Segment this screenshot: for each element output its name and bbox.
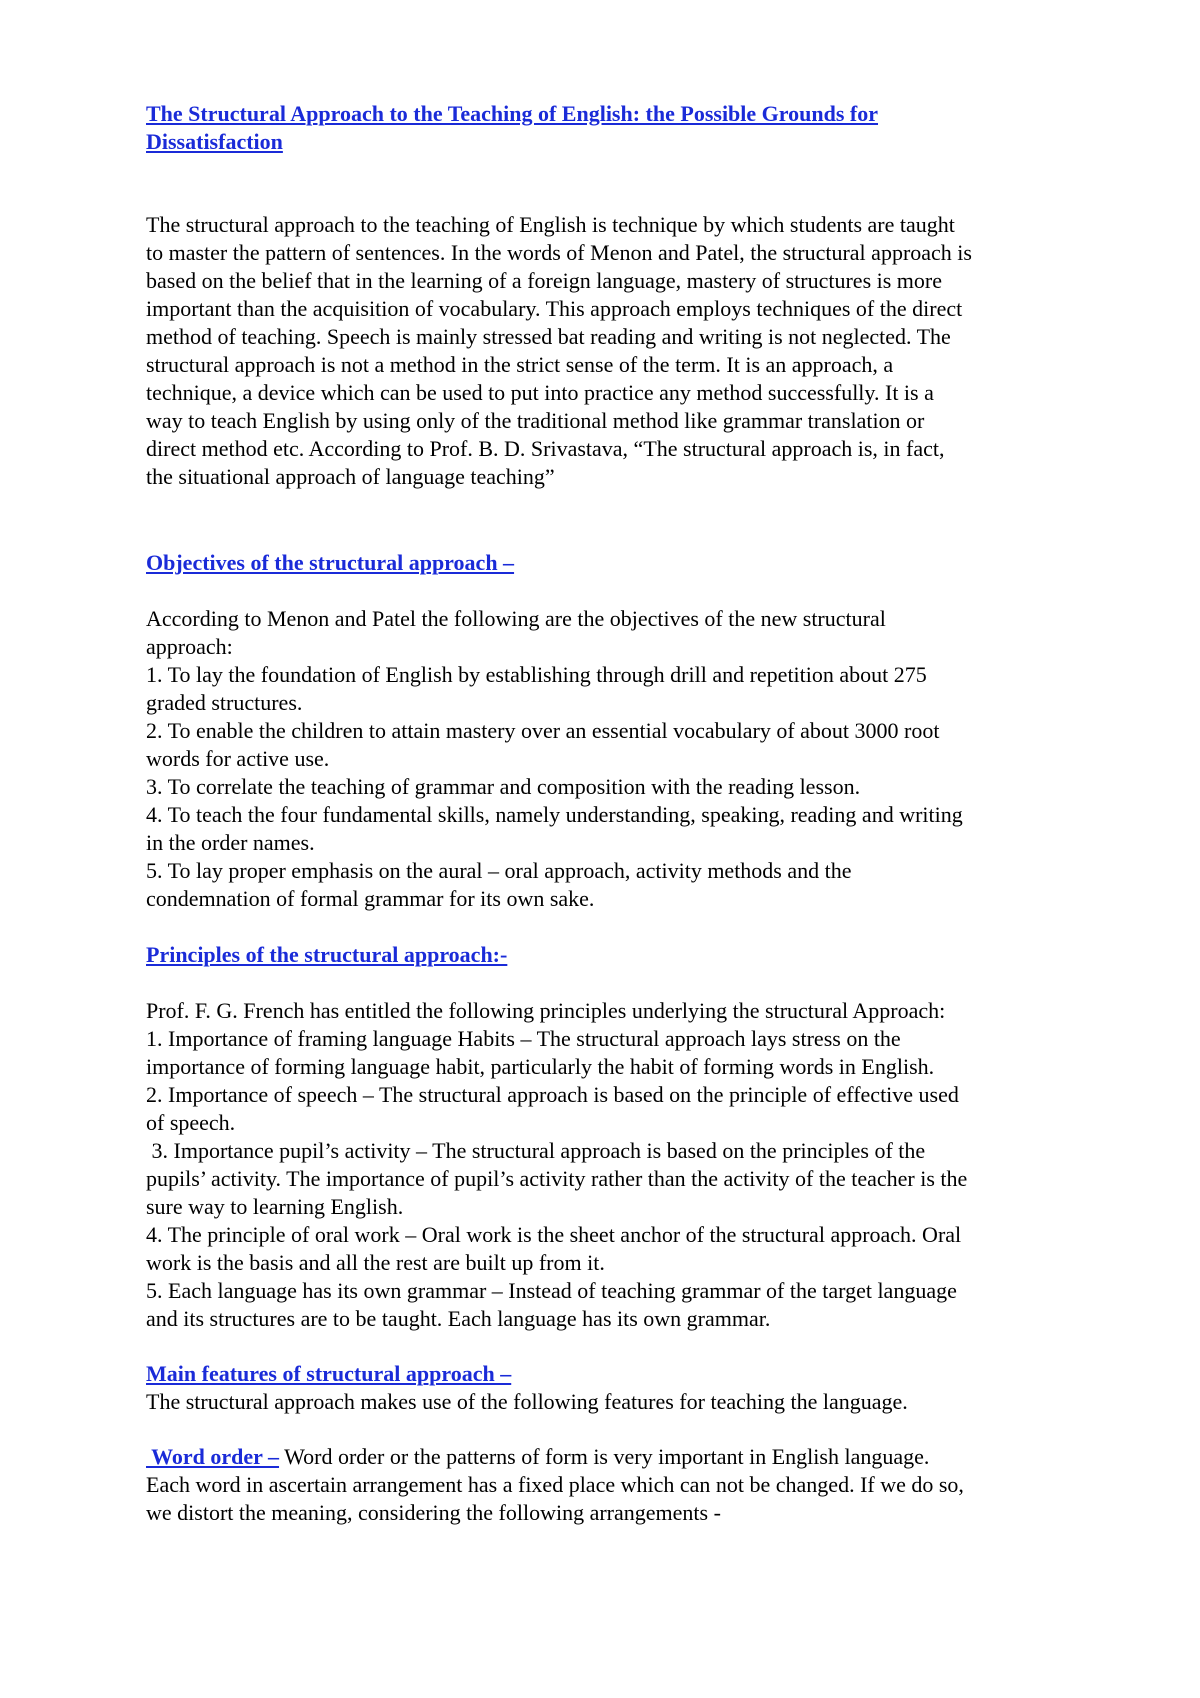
text-line: technique, a device which can be used to put into practice any method successfully. It is a bbox=[146, 380, 934, 405]
text-line: of speech. bbox=[146, 1110, 236, 1135]
word-order-paragraph bbox=[146, 1443, 1076, 1527]
text-line: 1. Importance of framing language Habits – The structural approach lays stress on the bbox=[146, 1026, 901, 1051]
objectives-heading[interactable]: Objectives of the structural approach – bbox=[146, 550, 515, 575]
word-order-text: Word order or the patterns of form is very important in English language. bbox=[279, 1444, 930, 1469]
text-line: work is the basis and all the rest are built up from it. bbox=[146, 1250, 605, 1275]
text-line: condemnation of formal grammar for its own sake. bbox=[146, 886, 595, 911]
objectives-paragraph bbox=[146, 605, 1076, 913]
text-line: 4. To teach the four fundamental skills, namely understanding, speaking, reading and writing bbox=[146, 802, 963, 827]
text-line: 3. Importance pupil’s activity – The structural approach is based on the principles of the bbox=[146, 1138, 926, 1163]
document-title[interactable] bbox=[146, 100, 1076, 156]
text-line: structural approach is not a method in the strict sense of the term. It is an approach, a bbox=[146, 352, 894, 377]
text-line: graded structures. bbox=[146, 690, 303, 715]
text-line: approach: bbox=[146, 634, 233, 659]
text-line: Each word in ascertain arrangement has a fixed place which can not be changed. If we do so, bbox=[146, 1472, 964, 1497]
text-line: pupils’ activity. The importance of pupil’s activity rather than the activity of the teacher is the bbox=[146, 1166, 968, 1191]
text-line: The structural approach makes use of the following features for teaching the language. bbox=[146, 1389, 908, 1414]
word-order-first-line bbox=[146, 1443, 1076, 1471]
text-line: 5. Each language has its own grammar – Instead of teaching grammar of the target language bbox=[146, 1278, 957, 1303]
text-line: 2. Importance of speech – The structural approach is based on the principle of effective used bbox=[146, 1082, 959, 1107]
text-line: 1. To lay the foundation of English by establishing through drill and repetition about 275 bbox=[146, 662, 927, 687]
intro-paragraph bbox=[146, 211, 1076, 491]
text-line: to master the pattern of sentences. In the words of Menon and Patel, the structural approach is bbox=[146, 240, 972, 265]
text-line: 3. To correlate the teaching of grammar and composition with the reading lesson. bbox=[146, 774, 861, 799]
text-line: the situational approach of language teaching” bbox=[146, 464, 555, 489]
text-line: way to teach English by using only of the traditional method like grammar translation or bbox=[146, 408, 925, 433]
text-line: 2. To enable the children to attain mastery over an essential vocabulary of about 3000 root bbox=[146, 718, 940, 743]
text-line: sure way to learning English. bbox=[146, 1194, 404, 1219]
title-line: Dissatisfaction bbox=[146, 129, 283, 154]
text-line: based on the belief that in the learning of a foreign language, mastery of structures is more bbox=[146, 268, 943, 293]
text-line: words for active use. bbox=[146, 746, 330, 771]
text-line: in the order names. bbox=[146, 830, 315, 855]
text-line: method of teaching. Speech is mainly stressed bat reading and writing is not neglected. The bbox=[146, 324, 951, 349]
principles-paragraph bbox=[146, 997, 1076, 1333]
text-line: 4. The principle of oral work – Oral work is the sheet anchor of the structural approach. Oral bbox=[146, 1222, 962, 1247]
text-line: important than the acquisition of vocabulary. This approach employs techniques of the direct bbox=[146, 296, 963, 321]
text-line: we distort the meaning, considering the following arrangements - bbox=[146, 1500, 721, 1525]
text-line: Prof. F. G. French has entitled the following principles underlying the structural Approach: bbox=[146, 998, 946, 1023]
word-order-heading[interactable]: Word order – bbox=[146, 1444, 280, 1469]
text-line: The structural approach to the teaching of English is technique by which students are taught bbox=[146, 212, 955, 237]
text-line: direct method etc. According to Prof. B. D. Srivastava, “The structural approach is, in fact, bbox=[146, 436, 945, 461]
text-line: 5. To lay proper emphasis on the aural – oral approach, activity methods and the bbox=[146, 858, 852, 883]
text-line: importance of forming language habit, particularly the habit of forming words in English. bbox=[146, 1054, 935, 1079]
features-paragraph bbox=[146, 1388, 1076, 1416]
text-line: and its structures are to be taught. Each language has its own grammar. bbox=[146, 1306, 771, 1331]
title-line: The Structural Approach to the Teaching of English: the Possible Grounds for bbox=[146, 101, 879, 126]
text-line: According to Menon and Patel the following are the objectives of the new structural bbox=[146, 606, 886, 631]
features-heading[interactable]: Main features of structural approach – bbox=[146, 1361, 512, 1386]
principles-heading[interactable]: Principles of the structural approach:- bbox=[146, 942, 508, 967]
